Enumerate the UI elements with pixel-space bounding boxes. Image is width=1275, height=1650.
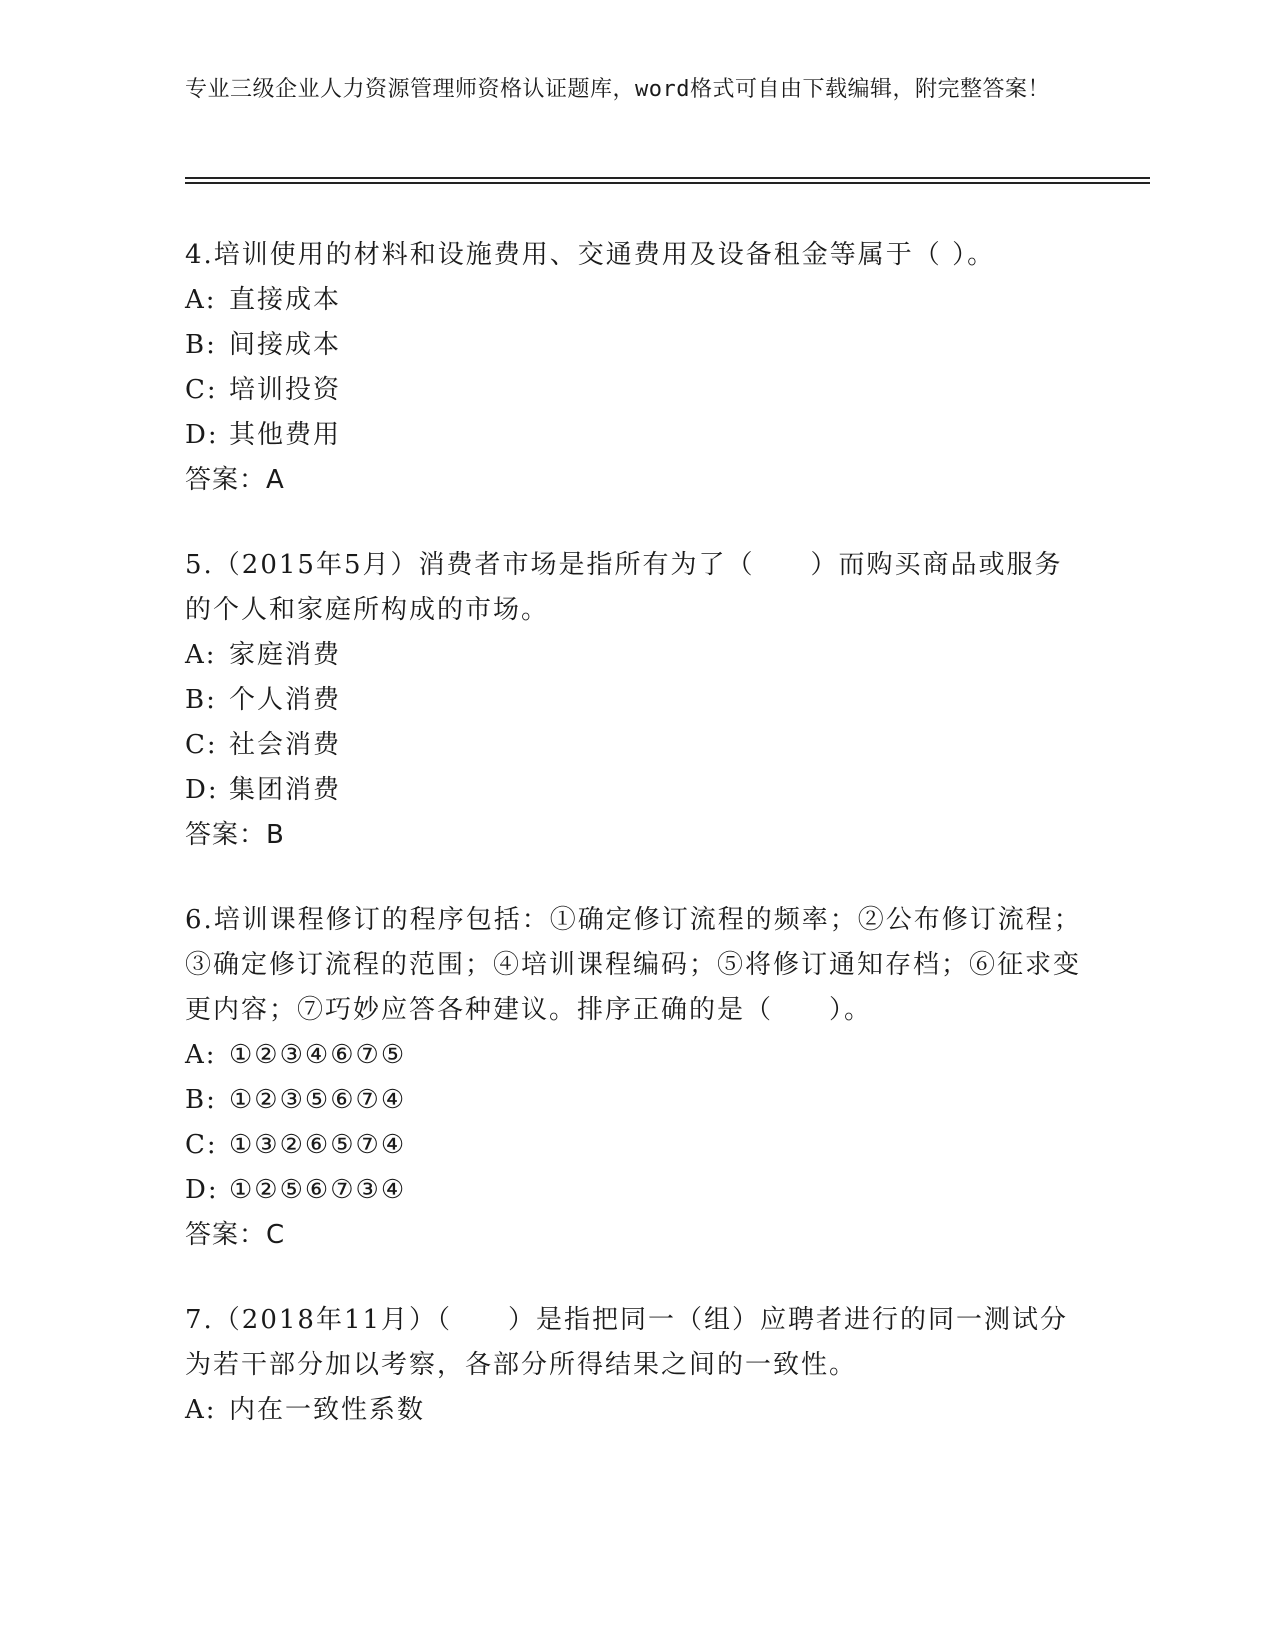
option-letter: D: (185, 420, 219, 450)
option-letter: B: (185, 330, 217, 360)
option-b (185, 678, 1085, 723)
answer-text: 答案：A (185, 465, 285, 495)
question-5 (185, 543, 1085, 858)
question-6 (185, 898, 1085, 1258)
question-text: 5.（2015年5月）消费者市场是指所有为了（ ）而购买商品或服务的个人和家庭所构成的市场。 (185, 550, 1063, 625)
option-d (185, 413, 1085, 458)
option-letter: A: (185, 1395, 217, 1425)
option-a (185, 1033, 1085, 1078)
question-list (185, 233, 1085, 1473)
question-7 (185, 1298, 1085, 1433)
answer-text: 答案：B (185, 820, 285, 850)
option-text: 间接成本 (229, 330, 342, 360)
header-rule-bottom (185, 182, 1150, 184)
question-text: 6.培训课程修订的程序包括：①确定修订流程的频率；②公布修订流程；③确定修订流程的范围；④培训课程编码；⑤将修订通知存档；⑥征求变更内容；⑦巧妙应答各种建议。排序正确的是（ ）。 (185, 905, 1082, 1025)
option-d (185, 768, 1085, 813)
option-c (185, 1123, 1085, 1168)
option-text: 培训投资 (229, 375, 342, 405)
option-letter: C: (185, 1130, 218, 1160)
option-text: 社会消费 (229, 730, 342, 760)
option-c (185, 368, 1085, 413)
option-text: ①③②⑥⑤⑦④ (229, 1130, 407, 1160)
option-a (185, 633, 1085, 678)
option-letter: C: (185, 730, 218, 760)
question-text: 4.培训使用的材料和设施费用、交通费用及设备租金等属于（ ）。 (185, 240, 996, 270)
option-text: ①②③⑤⑥⑦④ (229, 1085, 407, 1115)
option-letter: B: (185, 1085, 217, 1115)
option-text: 内在一致性系数 (229, 1395, 426, 1425)
option-text: 家庭消费 (229, 640, 342, 670)
option-letter: B: (185, 685, 217, 715)
option-letter: A: (185, 640, 217, 670)
option-b (185, 323, 1085, 368)
answer-text: 答案：C (185, 1220, 286, 1250)
option-letter: A: (185, 1040, 217, 1070)
option-text: 集团消费 (229, 775, 342, 805)
question-text: 7.（2018年11月）（ ）是指把同一（组）应聘者进行的同一测试分为若干部分加以考察，各部分所得结果之间的一致性。 (185, 1305, 1069, 1380)
option-text: 其他费用 (229, 420, 342, 450)
option-text: ①②⑤⑥⑦③④ (229, 1175, 407, 1205)
option-c (185, 723, 1085, 768)
option-b (185, 1078, 1085, 1123)
option-a (185, 1388, 1085, 1433)
option-d (185, 1168, 1085, 1213)
option-letter: C: (185, 375, 218, 405)
option-text: 个人消费 (229, 685, 342, 715)
option-text: 直接成本 (229, 285, 342, 315)
option-a (185, 278, 1085, 323)
option-letter: D: (185, 1175, 219, 1205)
option-letter: D: (185, 775, 219, 805)
option-letter: A: (185, 285, 217, 315)
document-header: 专业三级企业人力资源管理师资格认证题库，word格式可自由下载编辑，附完整答案！ (185, 77, 1050, 102)
question-4 (185, 233, 1085, 503)
header-rule-top (185, 177, 1150, 179)
option-text: ①②③④⑥⑦⑤ (229, 1040, 407, 1070)
